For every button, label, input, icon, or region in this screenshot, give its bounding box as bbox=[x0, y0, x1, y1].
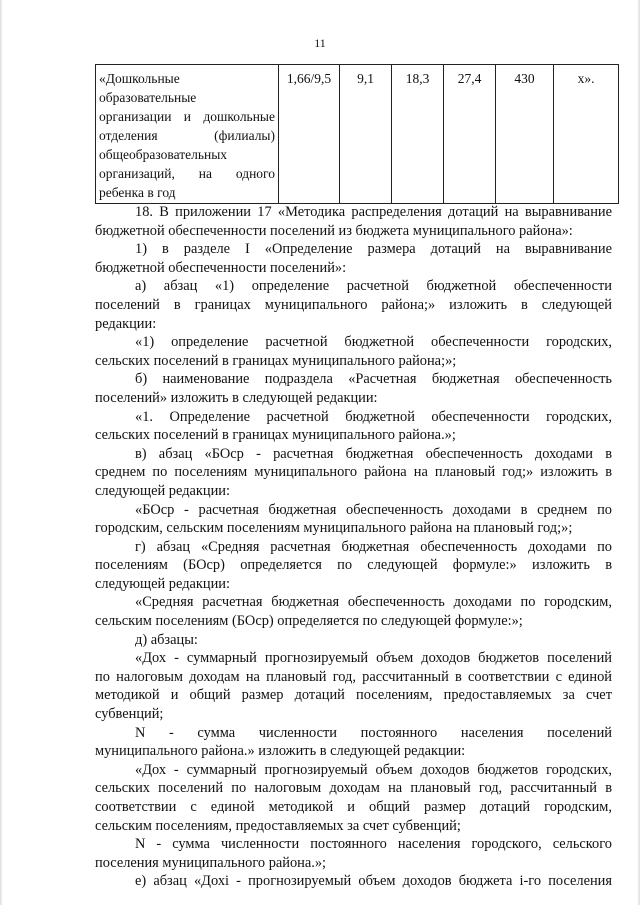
document-text-line: поселений в границах муниципального района;» изложить в следующей bbox=[95, 296, 612, 313]
table-description-line: «Дошкольные bbox=[99, 71, 180, 86]
table-value-cell: 27,4 bbox=[444, 65, 496, 204]
table-description-line: организации и дошкольные bbox=[99, 109, 275, 124]
table-description-line: общеобразовательных bbox=[99, 147, 228, 162]
document-text-line: сельских поселений по налоговым доходам на плановый год, рассчитанный в bbox=[95, 780, 612, 797]
document-text-line: а) абзац «1) определение расчетной бюджетной обеспеченности bbox=[135, 278, 612, 295]
document-text-line: по налоговым доходам на плановый год, рассчитанный в соответствии с единой bbox=[95, 668, 612, 685]
document-text-line: поселений» изложить в следующей редакции: bbox=[95, 389, 378, 406]
document-text-line: 18. В приложении 17 «Методика распределения дотаций на выравнивание bbox=[135, 204, 612, 220]
document-text-line: поселения муниципального района.»; bbox=[95, 854, 327, 871]
document-text-line: бюджетной обеспеченности поселений»: bbox=[95, 259, 347, 276]
table-description-line: организаций, на одного bbox=[99, 166, 275, 181]
document-text-line: г) абзац «Средняя расчетная бюджетная обеспеченность доходами по bbox=[135, 538, 612, 555]
document-text-line: следующей редакции: bbox=[95, 482, 230, 499]
table-value-cell: 18,3 bbox=[392, 65, 444, 204]
document-text-line: сельских поселений в границах муниципального района;»; bbox=[95, 352, 457, 369]
amendment-table bbox=[95, 64, 619, 204]
document-text-line: следующей редакции: bbox=[95, 575, 230, 592]
table-row bbox=[96, 65, 619, 204]
scan-left-edge bbox=[0, 0, 3, 905]
document-text-line: N - сумма численности постоянного населения поселений bbox=[135, 724, 612, 741]
document-body bbox=[95, 203, 612, 891]
document-text-line: «Дох - суммарный прогнозируемый объем доходов бюджетов городских, bbox=[135, 761, 612, 778]
table-value-cell: 9,1 bbox=[340, 65, 392, 204]
document-text-line: «Средняя расчетная бюджетная обеспеченность доходами по городским, bbox=[135, 594, 612, 611]
document-text-line: поселениям (БОср) определяется по следующей формуле:» изложить в bbox=[95, 557, 612, 574]
document-text-line: городским, сельским поселениям муниципального района на плановый год;»; bbox=[95, 520, 573, 537]
document-text-line: в) абзац «БОср - расчетная бюджетная обеспеченность доходами в bbox=[135, 445, 612, 462]
table-value-cell: 1,66/9,5 bbox=[279, 65, 340, 204]
table-description-line: образовательные bbox=[99, 90, 197, 105]
document-text-line: сельских поселений в границах муниципального района.»; bbox=[95, 427, 456, 444]
document-text-line: б) наименование подраздела «Расчетная бюджетная обеспеченность bbox=[135, 371, 612, 388]
document-text-line: е) абзац «Дохi - прогнозируемый объем доходов бюджета i-го поселения bbox=[135, 873, 612, 890]
document-text-line: среднем по поселениям муниципального района на плановый год;» изложить в bbox=[95, 464, 612, 481]
table-description-line: ребенка в год bbox=[99, 185, 176, 200]
document-text-line: редакции: bbox=[95, 315, 157, 332]
document-text-line: «1. Определение расчетной бюджетной обеспеченности городских, bbox=[135, 408, 612, 425]
document-text-line: N - сумма численности постоянного населения городского, сельского bbox=[135, 836, 612, 853]
table-value-cell: х». bbox=[554, 65, 619, 204]
document-text-line: «1) определение расчетной бюджетной обеспеченности городских, bbox=[135, 334, 612, 351]
document-text-line: «БОср - расчетная бюджетная обеспеченность доходами в среднем по bbox=[135, 501, 612, 518]
document-text-line: сельским поселениям, предоставляемых за счет субвенций; bbox=[95, 817, 461, 834]
page-number: 11 bbox=[314, 36, 326, 50]
document-text-line: муниципального района.» изложить в следующей редакции: bbox=[95, 743, 466, 760]
document-text-line: методикой и общий размер дотаций поселениям, предоставляемых за счет bbox=[95, 687, 612, 704]
document-text-line: «Дох - суммарный прогнозируемый объем доходов бюджетов поселений bbox=[135, 650, 612, 667]
document-text-line: субвенций; bbox=[95, 706, 164, 723]
table-value-cell: 430 bbox=[496, 65, 554, 204]
document-text-line: соответствии с единой методикой и общий размер дотаций городским, bbox=[95, 799, 612, 815]
document-text-line: сельским поселениям (БОср) определяется по следующей формуле:»; bbox=[95, 613, 523, 630]
table-description-line: отделения (филиалы) bbox=[99, 128, 275, 143]
document-text-line: бюджетной обеспеченности поселений из бюджета муниципального района»: bbox=[95, 222, 573, 239]
document-text-line: д) абзацы: bbox=[135, 631, 198, 648]
table-description-cell bbox=[96, 65, 279, 204]
document-text-line: 1) в разделе I «Определение размера дотаций на выравнивание bbox=[135, 241, 612, 258]
